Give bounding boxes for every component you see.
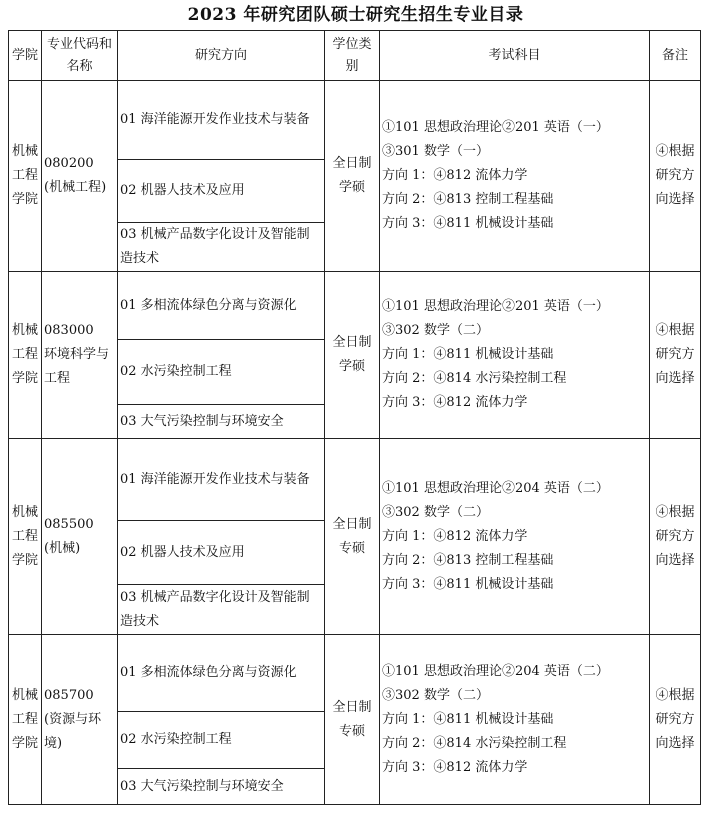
direction-cell: 03 机械产品数字化设计及智能制造技术 xyxy=(118,223,325,272)
table-row xyxy=(9,635,701,712)
note-text: ④根据研究方向选择 xyxy=(655,323,695,386)
header-direction: 研究方向 xyxy=(118,31,325,81)
direction-cell: 01 海洋能源开发作业技术与装备 xyxy=(118,439,325,521)
degree-type-cell: 全日制专硕 xyxy=(325,635,380,805)
direction-cell: 03 大气污染控制与环境安全 xyxy=(118,769,325,805)
exam-line: 方向 3：④812 流体力学 xyxy=(382,759,528,775)
header-college: 学院 xyxy=(9,31,42,81)
direction-cell: 02 机器人技术及应用 xyxy=(118,160,325,223)
table-row xyxy=(9,439,701,521)
exam-line: ③302 数学（二） xyxy=(382,504,489,520)
note-text: ④根据研究方向选择 xyxy=(655,144,695,207)
exam-line: ①101 思想政治理论②204 英语（二） xyxy=(382,480,609,496)
direction-cell: 02 水污染控制工程 xyxy=(118,712,325,769)
exam-line: 方向 2：④814 水污染控制工程 xyxy=(382,371,567,386)
exam-subjects-cell xyxy=(380,81,650,272)
note-cell xyxy=(650,635,701,805)
college-cell: 机械工程学院 xyxy=(9,272,42,439)
page-title: 2023 年研究团队硕士研究生招生专业目录 xyxy=(187,5,524,25)
program-code: 085700 xyxy=(44,687,94,703)
exam-line: 方向 3：④812 流体力学 xyxy=(382,395,528,410)
exam-line: ①101 思想政治理论②204 英语（二） xyxy=(382,663,609,679)
exam-line: 方向 1：④811 机械设计基础 xyxy=(382,347,554,362)
program-code-name-cell xyxy=(42,635,118,805)
exam-line: 方向 3：④811 机械设计基础 xyxy=(382,576,554,592)
exam-line: 方向 2：④814 水污染控制工程 xyxy=(382,735,567,751)
program-code: 083000 xyxy=(44,323,94,338)
exam-line: ③302 数学（二） xyxy=(382,323,489,338)
header-degree-type: 学位类别 xyxy=(325,31,380,81)
exam-subjects-cell xyxy=(380,635,650,805)
program-code-name-cell xyxy=(42,272,118,439)
direction-cell: 01 多相流体绿色分离与资源化 xyxy=(118,272,325,340)
direction-cell: 01 海洋能源开发作业技术与装备 xyxy=(118,81,325,160)
header-notes: 备注 xyxy=(650,31,701,81)
program-name: (机械工程) xyxy=(44,180,107,195)
exam-line: ③302 数学（二） xyxy=(382,687,489,703)
direction-cell: 02 机器人技术及应用 xyxy=(118,521,325,585)
note-text: ④根据研究方向选择 xyxy=(655,687,695,751)
exam-line: 方向 1：④812 流体力学 xyxy=(382,168,528,183)
program-code: 085500 xyxy=(44,516,94,532)
direction-cell: 02 水污染控制工程 xyxy=(118,340,325,405)
table-row xyxy=(9,272,701,340)
college-cell: 机械工程学院 xyxy=(9,635,42,805)
table-row xyxy=(9,81,701,160)
program-code-name-cell xyxy=(42,81,118,272)
degree-type-cell: 全日制学硕 xyxy=(325,81,380,272)
note-text: ④根据研究方向选择 xyxy=(655,504,695,568)
note-cell xyxy=(650,81,701,272)
exam-line: ①101 思想政治理论②201 英语（一） xyxy=(382,299,609,314)
program-name: (资源与环境) xyxy=(44,711,102,751)
program-name: (机械) xyxy=(44,540,81,556)
exam-line: ③301 数学（一） xyxy=(382,144,489,159)
college-cell: 机械工程学院 xyxy=(9,439,42,635)
header-exam-subjects: 考试科目 xyxy=(380,31,650,81)
program-code: 080200 xyxy=(44,156,94,171)
exam-line: 方向 3：④811 机械设计基础 xyxy=(382,216,554,231)
program-catalog-table xyxy=(8,30,701,805)
program-code-name-cell xyxy=(42,439,118,635)
note-cell xyxy=(650,272,701,439)
exam-subjects-cell xyxy=(380,439,650,635)
direction-cell: 03 大气污染控制与环境安全 xyxy=(118,405,325,439)
program-name: 环境科学与工程 xyxy=(44,347,110,386)
direction-cell: 03 机械产品数字化设计及智能制造技术 xyxy=(118,585,325,635)
exam-line: 方向 1：④811 机械设计基础 xyxy=(382,711,554,727)
exam-line: 方向 2：④813 控制工程基础 xyxy=(382,552,554,568)
exam-line: 方向 2：④813 控制工程基础 xyxy=(382,192,554,207)
degree-type-cell: 全日制专硕 xyxy=(325,439,380,635)
degree-type-cell: 全日制学硕 xyxy=(325,272,380,439)
header-row xyxy=(9,31,701,81)
direction-cell: 01 多相流体绿色分离与资源化 xyxy=(118,635,325,712)
exam-line: ①101 思想政治理论②201 英语（一） xyxy=(382,120,609,135)
college-cell: 机械工程学院 xyxy=(9,81,42,272)
note-cell xyxy=(650,439,701,635)
exam-subjects-cell xyxy=(380,272,650,439)
header-code-name: 专业代码和名称 xyxy=(42,31,118,81)
exam-line: 方向 1：④812 流体力学 xyxy=(382,528,528,544)
